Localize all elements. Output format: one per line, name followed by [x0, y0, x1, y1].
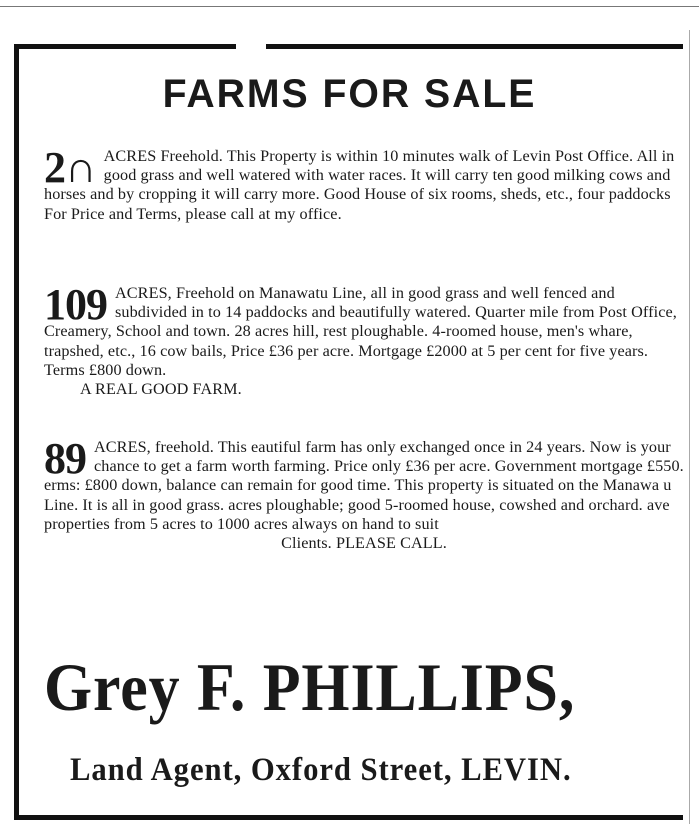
listing-description: ACRES, freehold. This eautiful farm has only exchanged once in 24 years. Now is your chance to get a farm worth farming. Price only £36 per acre. Government mortgage £550. erms: £800 down, balance can remain for good time. This property is situated on the Manawa u Line. It is all in good grass. acres ploughable; good 5-roomed house, cowshed and orchard. ave properties from 5 acres to 1000 acres always on hand to suit	[44, 438, 684, 533]
listing-closing: For Price and Terms, please call at my office.	[44, 204, 342, 223]
listing-acre-number: 89	[44, 434, 86, 483]
listing-description: ACRES, Freehold on Manawatu Line, all in good grass and well fenced and subdivided in to 14 paddocks and beautifully watered. Quarter mile from Post Office, Creamery, School and town. 28 acres hill, rest ploughable. 4-roomed house, men's whare, trapshed, etc., 16 cow bails, Price £36 per acre. Mortgage £2000 at 5 per cent for five years. Terms £800 down.	[44, 284, 677, 379]
listing-acre-number: 2∩	[44, 143, 96, 192]
listing-description: ACRES Freehold. This Property is within 10 minutes walk of Levin Post Office. All in good grass and well watered with water races. It will carry ten good milking cows and horses and by cropping it will carry more. Good House of six rooms, sheds, etc., four paddocks	[44, 147, 675, 204]
listing-closing: A REAL GOOD FARM.	[80, 380, 242, 399]
listing-closing: Clients. PLEASE CALL.	[281, 534, 447, 553]
frame-gap	[236, 40, 266, 52]
agent-name: Grey F. PHILLIPS,	[44, 649, 576, 725]
top-rule	[0, 6, 699, 7]
listing-89-acres	[44, 434, 684, 553]
listing-acre-number: 109	[44, 280, 107, 329]
listing-109-acres	[44, 280, 684, 399]
advert-title: FARMS FOR SALE	[162, 72, 537, 116]
page-edge	[689, 30, 690, 824]
listing-20-acres	[44, 143, 684, 224]
agent-tagline: Land Agent, Oxford Street, LEVIN.	[70, 752, 572, 788]
